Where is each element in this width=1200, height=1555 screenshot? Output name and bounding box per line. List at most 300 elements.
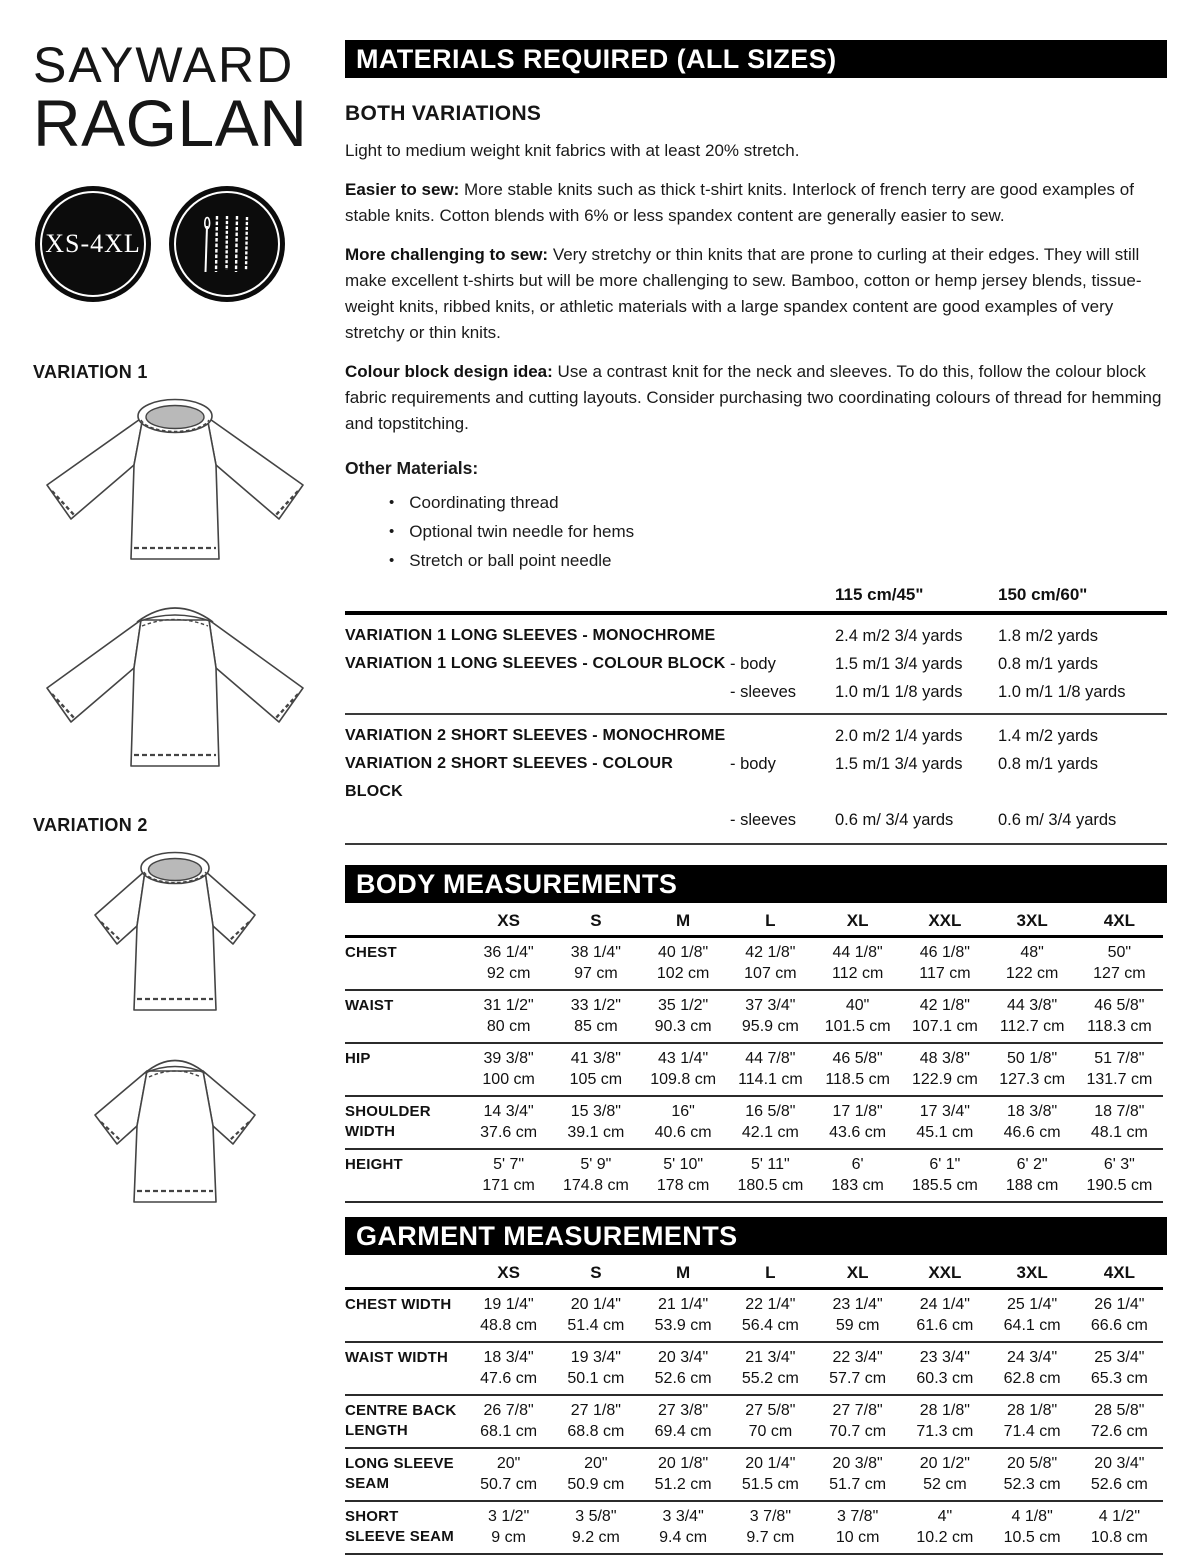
measurement-inches: 20" (496, 1455, 521, 1472)
measurement-inches: 24 3/4" (1007, 1349, 1058, 1366)
easier-to-sew-paragraph (345, 177, 1167, 229)
materials-list-item-text: Optional twin needle for hems (409, 522, 635, 541)
measurement-cell (552, 1448, 639, 1501)
measurement-cm: 107 cm (744, 965, 797, 982)
challenging-to-sew-text: Very stretchy or thin knits that are prone to curling at their edges. They will still make excellent t-shirts but will be more challenging to sew. Bamboo, cotton or hemp jersey blends, tissue-weight knits, ribbed knits, or athletic materials with a large spandex content are good examples of very stretchy or thin knits. (345, 245, 1142, 342)
measurement-inches: 6' 1" (929, 1156, 961, 1173)
size-header-cell: M (640, 908, 727, 937)
measurement-cm: 127 cm (1093, 965, 1146, 982)
measurement-cell (465, 1448, 552, 1501)
measurement-inches: 15 3/8" (570, 1103, 621, 1120)
measurement-cell (465, 1395, 552, 1448)
pattern-title (33, 37, 317, 160)
size-header-cell: 3XL (989, 1260, 1076, 1289)
measurement-cell (727, 1043, 814, 1096)
measurement-inches: 18 7/8" (1094, 1103, 1145, 1120)
measurement-inches: 46 5/8" (1094, 997, 1145, 1014)
needles-icon (169, 186, 285, 302)
measurement-cell (901, 1043, 988, 1096)
pattern-title-line2: RAGLAN (33, 86, 308, 160)
measurement-cm: 105 cm (569, 1071, 623, 1088)
fabric-row-sublabel: - sleeves (730, 683, 797, 701)
measurement-inches: 25 1/4" (1007, 1296, 1058, 1313)
measurement-inches: 6' 2" (1016, 1156, 1048, 1173)
measurement-inches: 3 7/8" (836, 1508, 879, 1525)
measurement-inches: 16" (671, 1103, 695, 1120)
measurement-cm: 39.1 cm (567, 1124, 625, 1141)
measurement-cm: 45.1 cm (916, 1124, 974, 1141)
fabric-row-label: VARIATION 1 LONG SLEEVES - MONOCHROME (345, 627, 716, 644)
measurement-cm: 57.7 cm (829, 1370, 887, 1387)
measurement-cell (640, 1342, 727, 1395)
measurement-cell (640, 1096, 727, 1149)
measurement-cell (465, 990, 552, 1043)
measurement-inches: 6' (851, 1156, 864, 1173)
measurement-inches: 20 1/2" (919, 1455, 970, 1472)
measurement-cm: 188 cm (1005, 1177, 1059, 1194)
measurement-inches: 5' 7" (493, 1156, 525, 1173)
measurement-inches: 38 1/4" (570, 944, 621, 961)
size-header-cell: M (640, 1260, 727, 1289)
measurement-cell (1076, 1289, 1163, 1343)
measurement-inches: 21 3/4" (745, 1349, 796, 1366)
fabric-table-rows (345, 611, 1167, 845)
measurement-cell (727, 1342, 814, 1395)
measurement-cm: 47.6 cm (480, 1370, 538, 1387)
measurement-cm: 118.3 cm (1087, 1018, 1152, 1035)
measurement-cell (814, 1342, 901, 1395)
measurement-cm: 90.3 cm (654, 1018, 712, 1035)
measurement-inches: 26 7/8" (483, 1402, 534, 1419)
measurement-row (345, 1395, 1163, 1448)
measurement-cell (814, 990, 901, 1043)
fabric-row-label (345, 678, 730, 706)
fabric-row-value-60in: 1.8 m/2 yards (998, 627, 1098, 645)
fabric-intro-text: Light to medium weight knit fabrics with at least 20% stretch. (345, 141, 800, 160)
measurement-cm: 51.5 cm (741, 1476, 799, 1493)
measurement-inches: 22 1/4" (745, 1296, 796, 1313)
measurement-cm: 171 cm (482, 1177, 535, 1194)
measurement-cm: 95.9 cm (741, 1018, 799, 1035)
measurement-inches: 50 1/8" (1007, 1050, 1058, 1067)
measurement-cell (727, 1501, 814, 1554)
variation-1-front-illustration (33, 389, 317, 574)
measurement-cell (989, 937, 1076, 991)
measurement-cell (640, 1289, 727, 1343)
variation-1-back-illustration (33, 586, 317, 781)
fabric-row-value-60in: 0.6 m/ 3/4 yards (998, 811, 1117, 829)
fabric-width-col2: 150 cm/60" (998, 585, 1088, 604)
measurement-cell (901, 1096, 988, 1149)
fabric-table-row (345, 650, 1167, 678)
measurement-cm: 52.6 cm (654, 1370, 712, 1387)
materials-header-text: MATERIALS REQUIRED (ALL SIZES) (356, 43, 837, 74)
measurement-inches: 31 1/2" (483, 997, 534, 1014)
body-measurements-bar (345, 865, 1167, 903)
measurement-cm: 92 cm (486, 965, 531, 982)
measurement-cell (727, 1149, 814, 1202)
measurement-row-label: WAIST (345, 997, 394, 1014)
fabric-row-label (345, 806, 730, 834)
measurement-inches: 40 1/8" (658, 944, 709, 961)
measurement-inches: 17 1/8" (832, 1103, 883, 1120)
measurement-cm: 52 cm (923, 1476, 967, 1493)
measurement-cell (989, 1289, 1076, 1343)
measurement-cell (727, 1448, 814, 1501)
body-measurements-table-grid (345, 908, 1163, 1203)
measurement-cell (1076, 1395, 1163, 1448)
measurement-cell (552, 1149, 639, 1202)
measurement-cell (727, 1289, 814, 1343)
measurement-inches: 48 3/8" (919, 1050, 970, 1067)
measurement-cm: 85 cm (574, 1018, 618, 1035)
measurement-inches: 37 3/4" (745, 997, 796, 1014)
fabric-row-sublabel: - body (730, 755, 776, 773)
measurement-cell (814, 1043, 901, 1096)
measurement-row (345, 990, 1163, 1043)
size-range-label: XS-4XL (45, 229, 141, 258)
measurement-inches: 42 1/8" (745, 944, 796, 961)
measurement-cell (1076, 990, 1163, 1043)
measurement-cell (814, 1395, 901, 1448)
badge-row (35, 186, 317, 302)
measurement-cm: 52.3 cm (1003, 1476, 1061, 1493)
measurement-inches: 35 1/2" (658, 997, 709, 1014)
body-measurements-header-text: BODY MEASUREMENTS (356, 868, 678, 899)
measurement-cm: 122.9 cm (911, 1071, 978, 1088)
easier-to-sew-label: Easier to sew: (345, 180, 460, 199)
both-variations-heading: BOTH VARIATIONS (345, 102, 542, 125)
measurement-inches: 46 1/8" (919, 944, 970, 961)
pattern-title-line1: SAYWARD (33, 37, 295, 93)
measurement-inches: 26 1/4" (1094, 1296, 1145, 1313)
measurement-inches: 28 1/8" (1007, 1402, 1058, 1419)
size-header-cell: S (552, 908, 639, 937)
measurement-cell (552, 937, 639, 991)
size-header-cell: L (727, 908, 814, 937)
measurement-inches: 27 7/8" (832, 1402, 883, 1419)
size-header-cell: L (727, 1260, 814, 1289)
measurement-cell (552, 1096, 639, 1149)
measurement-cm: 68.1 cm (480, 1423, 538, 1440)
measurement-row-label: WAIST WIDTH (345, 1349, 449, 1366)
measurement-cm: 127.3 cm (999, 1071, 1066, 1088)
fabric-row-value-45in: 1.0 m/1 1/8 yards (835, 683, 963, 701)
fabric-head-spacer2 (730, 585, 835, 605)
measurement-inches: 19 1/4" (483, 1296, 534, 1313)
measurement-row (345, 1043, 1163, 1096)
measurement-cm: 10.8 cm (1090, 1529, 1148, 1546)
measurement-cm: 10 cm (835, 1529, 880, 1546)
measurement-cell (989, 1395, 1076, 1448)
measurement-cm: 112 cm (831, 965, 884, 982)
measurement-cm: 131.7 cm (1086, 1071, 1153, 1088)
measurement-cell (989, 1149, 1076, 1202)
garment-measurements-header-text: GARMENT MEASUREMENTS (356, 1220, 738, 1251)
measurement-row (345, 1149, 1163, 1202)
measurement-cm: 48.1 cm (1090, 1124, 1148, 1141)
measurement-cell (1076, 1342, 1163, 1395)
measurement-cell (552, 990, 639, 1043)
fabric-row-label: VARIATION 1 LONG SLEEVES - COLOUR BLOCK (345, 655, 726, 672)
fabric-row-value-45in: 0.6 m/ 3/4 yards (835, 811, 954, 829)
measurement-cell (989, 1501, 1076, 1554)
measurement-cm: 51.2 cm (654, 1476, 712, 1493)
measurement-cm: 70.7 cm (829, 1423, 887, 1440)
measurement-cm: 80 cm (486, 1018, 531, 1035)
size-header-row (345, 1260, 1163, 1289)
measurement-cell (465, 1149, 552, 1202)
fabric-table-header (345, 585, 1167, 611)
measurement-inches: 39 3/8" (483, 1050, 534, 1067)
measurement-cm: 9.4 cm (659, 1529, 708, 1546)
bullet-icon: • (389, 494, 395, 511)
measurement-inches: 42 1/8" (919, 997, 970, 1014)
measurement-cell (465, 937, 552, 991)
measurement-cm: 117 cm (919, 965, 971, 982)
size-header-cell: 4XL (1076, 908, 1163, 937)
other-materials-heading: Other Materials: (345, 458, 479, 478)
measurement-cell (1076, 1149, 1163, 1202)
measurement-cell (1076, 1043, 1163, 1096)
fabric-row-sublabel: - body (730, 655, 776, 673)
needles-badge (169, 186, 285, 302)
measurement-cell (814, 1289, 901, 1343)
measurement-cell (640, 1448, 727, 1501)
materials-list-item-text: Coordinating thread (409, 493, 559, 512)
measurement-cm: 56.4 cm (741, 1317, 799, 1334)
measurement-cm: 122 cm (1005, 965, 1059, 982)
measurement-inches: 17 3/4" (919, 1103, 970, 1120)
measurement-cell (640, 1501, 727, 1554)
fabric-row-value-60in: 0.8 m/1 yards (998, 655, 1098, 673)
measurement-cm: 71.3 cm (916, 1423, 974, 1440)
measurement-cell (640, 990, 727, 1043)
measurement-cm: 50.7 cm (480, 1476, 538, 1493)
measurement-cm: 100 cm (482, 1071, 535, 1088)
size-header-cell: XL (814, 908, 901, 937)
measurement-cm: 48.8 cm (480, 1317, 538, 1334)
measurement-cell (1076, 1501, 1163, 1554)
measurement-cm: 178 cm (656, 1177, 710, 1194)
measurement-row (345, 1342, 1163, 1395)
measurement-cell (727, 1395, 814, 1448)
fabric-requirements-table (345, 585, 1167, 845)
measurement-cell (901, 1501, 988, 1554)
fabric-table-row (345, 722, 1167, 750)
measurement-inches: 23 3/4" (919, 1349, 970, 1366)
measurement-row (345, 1096, 1163, 1149)
measurement-row (345, 1501, 1163, 1554)
size-header-cell: XS (465, 1260, 552, 1289)
measurement-cell (552, 1043, 639, 1096)
measurement-cm: 102 cm (656, 965, 710, 982)
measurement-inches: 44 1/8" (832, 944, 883, 961)
measurement-inches: 6' 3" (1103, 1156, 1135, 1173)
measurement-cm: 180.5 cm (737, 1177, 804, 1194)
size-header-cell: 4XL (1076, 1260, 1163, 1289)
measurement-cell (465, 1043, 552, 1096)
measurement-cell (901, 1289, 988, 1343)
easier-to-sew-text: More stable knits such as thick t-shirt knits. Interlock of french terry are good examples of stable knits. Cotton blends with 6% or less spandex content are generally easier to sew. (345, 180, 1134, 225)
variation-2-back-illustration (75, 1040, 275, 1212)
body-measurements-table (345, 908, 1167, 1203)
variation-2-label: VARIATION 2 (33, 815, 148, 835)
measurement-cell (465, 1289, 552, 1343)
measurement-cell (901, 990, 988, 1043)
measurement-inches: 44 3/8" (1007, 997, 1058, 1014)
measurement-cm: 64.1 cm (1003, 1317, 1061, 1334)
left-column (33, 38, 317, 1212)
materials-list-item (389, 517, 1167, 546)
measurement-cell (901, 1149, 988, 1202)
measurement-cm: 10.5 cm (1003, 1529, 1061, 1546)
fabric-row-label: VARIATION 2 SHORT SLEEVES - MONOCHROME (345, 727, 726, 744)
measurement-row-label: CHEST WIDTH (345, 1296, 452, 1313)
measurement-inches: 20 3/4" (658, 1349, 709, 1366)
fabric-table-row (345, 750, 1167, 806)
garment-measurements-table-grid (345, 1260, 1163, 1555)
fabric-head-spacer1 (345, 585, 730, 605)
measurement-cell (901, 937, 988, 991)
measurement-inches: 27 3/8" (658, 1402, 709, 1419)
measurement-cm: 66.6 cm (1090, 1317, 1148, 1334)
measurement-inches: 5' 11" (751, 1156, 790, 1173)
measurement-inches: 4" (937, 1508, 953, 1525)
measurement-inches: 4 1/8" (1011, 1508, 1053, 1525)
measurement-cell (901, 1342, 988, 1395)
measurement-cell (465, 1501, 552, 1554)
measurement-cm: 59 cm (835, 1317, 880, 1334)
garment-measurements-bar (345, 1217, 1167, 1255)
measurement-cm: 185.5 cm (911, 1177, 978, 1194)
measurement-cm: 42.1 cm (741, 1124, 799, 1141)
measurement-cm: 46.6 cm (1003, 1124, 1061, 1141)
size-header-row (345, 908, 1163, 937)
fabric-table-row (345, 806, 1167, 834)
measurement-cell (814, 1149, 901, 1202)
variation-2-front-illustration (75, 842, 275, 1026)
measurement-cm: 55.2 cm (741, 1370, 799, 1387)
measurement-cm: 71.4 cm (1003, 1423, 1061, 1440)
measurement-cm: 62.8 cm (1003, 1370, 1061, 1387)
fabric-width-col1: 115 cm/45" (835, 585, 924, 604)
size-header-corner (345, 908, 465, 937)
measurement-row (345, 937, 1163, 991)
measurement-cell (727, 937, 814, 991)
measurement-row-label: HIP (345, 1050, 371, 1067)
fabric-table-row (345, 622, 1167, 650)
measurement-inches: 22 3/4" (832, 1349, 883, 1366)
measurement-inches: 20 5/8" (1007, 1455, 1058, 1472)
measurement-cm: 70 cm (748, 1423, 793, 1440)
measurement-row (345, 1448, 1163, 1501)
measurement-inches: 20 1/4" (745, 1455, 796, 1472)
measurement-cell (989, 1448, 1076, 1501)
measurement-inches: 24 1/4" (919, 1296, 970, 1313)
measurement-inches: 27 5/8" (745, 1402, 796, 1419)
measurement-cm: 190.5 cm (1086, 1177, 1153, 1194)
measurement-cm: 112.7 cm (999, 1018, 1065, 1035)
size-header-cell: S (552, 1260, 639, 1289)
measurement-cell (640, 1395, 727, 1448)
measurement-cm: 53.9 cm (654, 1317, 712, 1334)
materials-list-item-text: Stretch or ball point needle (409, 551, 612, 570)
measurement-inches: 3 3/4" (662, 1508, 704, 1525)
measurement-inches: 5' 10" (663, 1156, 704, 1173)
measurement-cm: 50.9 cm (567, 1476, 625, 1493)
measurement-cm: 97 cm (574, 965, 618, 982)
fabric-row-value-60in: 1.0 m/1 1/8 yards (998, 683, 1126, 701)
measurement-cell (814, 1501, 901, 1554)
measurement-inches: 25 3/4" (1094, 1349, 1145, 1366)
measurement-cm: 118.5 cm (825, 1071, 890, 1088)
measurement-inches: 36 1/4" (483, 944, 534, 961)
size-header-cell: XXL (901, 908, 988, 937)
fabric-row-label: VARIATION 2 SHORT SLEEVES - COLOUR BLOCK (345, 755, 674, 800)
measurement-cell (989, 1043, 1076, 1096)
measurement-inches: 20" (584, 1455, 608, 1472)
bullet-icon: • (389, 552, 395, 569)
measurement-inches: 14 3/4" (483, 1103, 534, 1120)
measurement-cell (901, 1448, 988, 1501)
fabric-table-row (345, 678, 1167, 715)
measurement-inches: 3 1/2" (487, 1508, 530, 1525)
measurement-cell (640, 1043, 727, 1096)
measurement-inches: 50" (1107, 944, 1132, 961)
measurement-cm: 9.2 cm (571, 1529, 620, 1546)
fabric-row-sublabel (730, 622, 835, 650)
fabric-row-value-45in: 1.5 m/1 3/4 yards (835, 755, 963, 773)
measurement-cell (552, 1501, 639, 1554)
other-materials-list (389, 488, 1167, 575)
fabric-row-value-45in: 1.5 m/1 3/4 yards (835, 655, 963, 673)
measurement-cell (814, 1096, 901, 1149)
size-header-cell: 3XL (989, 908, 1076, 937)
measurement-cell (989, 1342, 1076, 1395)
measurement-cm: 109.8 cm (650, 1071, 717, 1088)
measurement-row-label: SHOULDER WIDTH (345, 1103, 431, 1140)
challenging-to-sew-paragraph (345, 242, 1167, 346)
measurement-cell (1076, 1096, 1163, 1149)
colour-block-text: Use a contrast knit for the neck and sleeves. To do this, follow the colour block fabric requirements and cutting layouts. Consider purchasing two coordinating colours of thread for hemming and topstitching. (345, 362, 1162, 433)
measurement-cell (814, 937, 901, 991)
measurement-inches: 40" (845, 997, 870, 1014)
measurement-cm: 9 cm (491, 1529, 526, 1546)
materials-list-item (389, 546, 1167, 575)
measurement-cell (989, 990, 1076, 1043)
fabric-row-value-60in: 0.8 m/1 yards (998, 755, 1098, 773)
measurement-cm: 65.3 cm (1090, 1370, 1148, 1387)
measurement-inches: 18 3/8" (1007, 1103, 1058, 1120)
fabric-row-sublabel (730, 722, 835, 750)
measurement-cm: 107.1 cm (911, 1018, 978, 1035)
measurement-cm: 61.6 cm (916, 1317, 974, 1334)
measurement-inches: 4 1/2" (1098, 1508, 1140, 1525)
measurement-cell (727, 990, 814, 1043)
measurement-row-label: HEIGHT (345, 1156, 403, 1173)
variation-1-label: VARIATION 1 (33, 362, 148, 382)
measurement-cell (465, 1342, 552, 1395)
measurement-cm: 9.7 cm (746, 1529, 795, 1546)
measurement-cell (552, 1289, 639, 1343)
measurement-inches: 5' 9" (580, 1156, 612, 1173)
measurement-inches: 3 5/8" (575, 1508, 617, 1525)
measurement-cell (1076, 937, 1163, 991)
measurement-inches: 20 1/4" (570, 1296, 621, 1313)
measurement-row-label: SHORT SLEEVE SEAM (345, 1508, 454, 1545)
measurement-inches: 16 5/8" (745, 1103, 796, 1120)
